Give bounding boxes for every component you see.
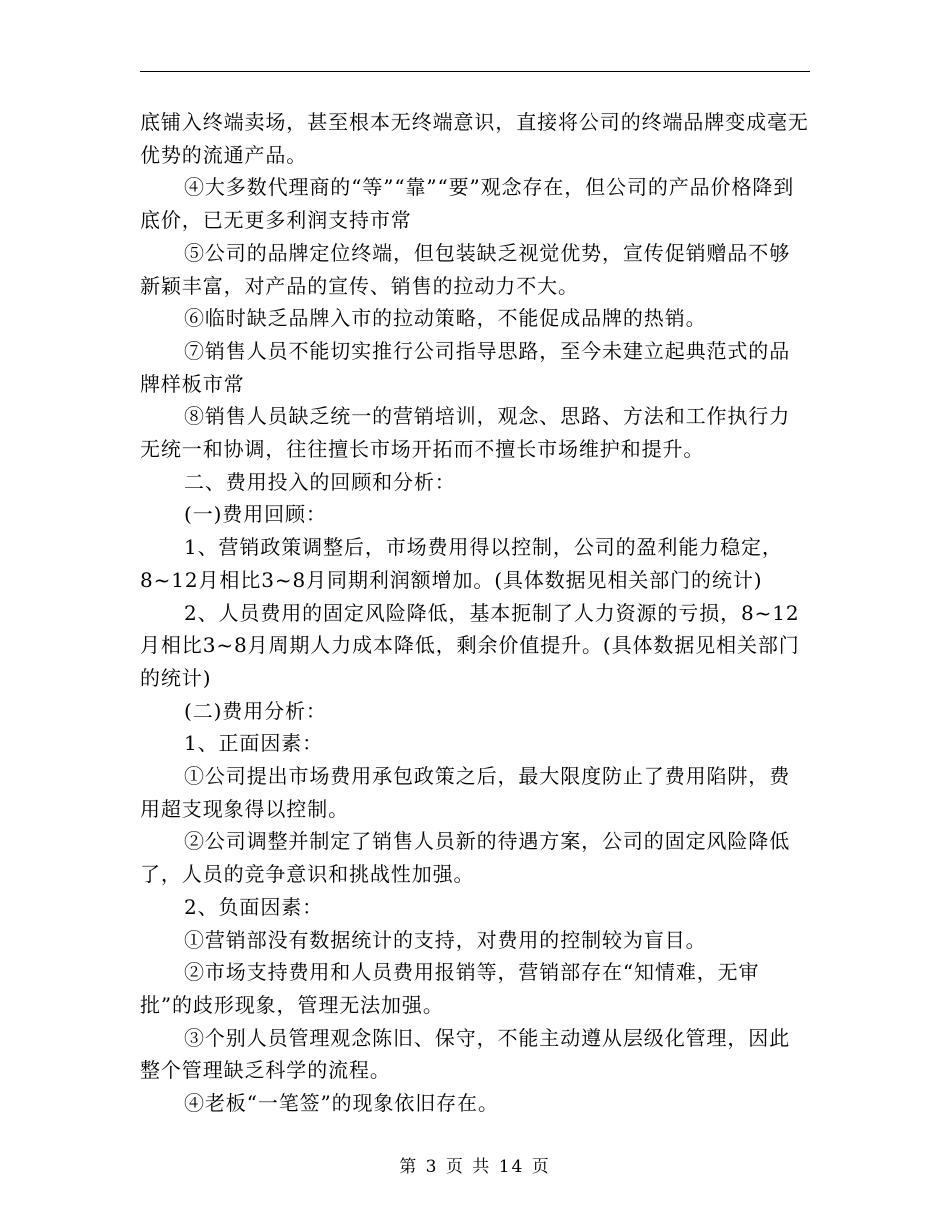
paragraph: 1、营销政策调整后，市场费用得以控制，公司的盈利能力稳定，8~12月相比3~8月同期利润额增加。(具体数据见相关部门的统计) — [140, 535, 783, 592]
paragraph: ④大多数代理商的“等”“靠”“要”观念存在，但公司的产品价格降到底价，已无更多利润支持市常 — [140, 175, 795, 233]
paragraph: ⑤公司的品牌定位终端，但包装缺乏视觉优势，宣传促销赠品不够新颖丰富，对产品的宣传、销售的拉动力不大。 — [140, 240, 791, 298]
paragraph: (二)费用分析： — [184, 698, 327, 723]
paragraph: 二、费用投入的回顾和分析： — [184, 469, 456, 494]
paragraph: ①营销部没有数据统计的支持，对费用的控制较为盲目。 — [184, 927, 707, 952]
paragraph: ③个别人员管理观念陈旧、保守，不能主动遵从层级化管理，因此整个管理缺乏科学的流程。 — [140, 1025, 791, 1083]
paragraph: ⑥临时缺乏品牌入市的拉动策略，不能促成品牌的热销。 — [184, 306, 707, 331]
paragraph: (一)费用回顾： — [184, 502, 327, 527]
paragraph: ⑦销售人员不能切实推行公司指导思路，至今未建立起典范式的品牌样板市常 — [140, 338, 791, 396]
paragraph: 2、人员费用的固定风险降低，基本扼制了人力资源的亏损，8~12月相比3~8月周期人力成本降低，剩余价值提升。(具体数据见相关部门的统计) — [140, 600, 800, 690]
paragraph: ②公司调整并制定了销售人员新的待遇方案，公司的固定风险降低了，人员的竞争意识和挑战性加强。 — [140, 829, 791, 887]
body-text — [140, 106, 810, 1120]
paragraph: ①公司提出市场费用承包政策之后，最大限度防止了费用陷阱，费用超支现象得以控制。 — [140, 764, 791, 821]
paragraph: ⑧销售人员缺乏统一的营销培训，观念、思路、方法和工作执行力无统一和协调，往往擅长市场开拓而不擅长市场维护和提升。 — [140, 404, 791, 462]
page-footer: 第 3 页 共 14 页 — [399, 1157, 551, 1177]
paragraph: ②市场支持费用和人员费用报销等，营销部存在“知情难，无审批”的歧形现象，管理无法加强。 — [140, 960, 760, 1017]
paragraph: 底铺入终端卖场，甚至根本无终端意识，直接将公司的终端品牌变成毫无优势的流通产品。 — [140, 110, 809, 167]
paragraph: 1、正面因素： — [184, 731, 324, 756]
paragraph: 2、负面因素： — [184, 894, 324, 919]
paragraph: ④老板“一笔签”的现象依旧存在。 — [184, 1091, 499, 1116]
header-rule — [140, 71, 810, 72]
